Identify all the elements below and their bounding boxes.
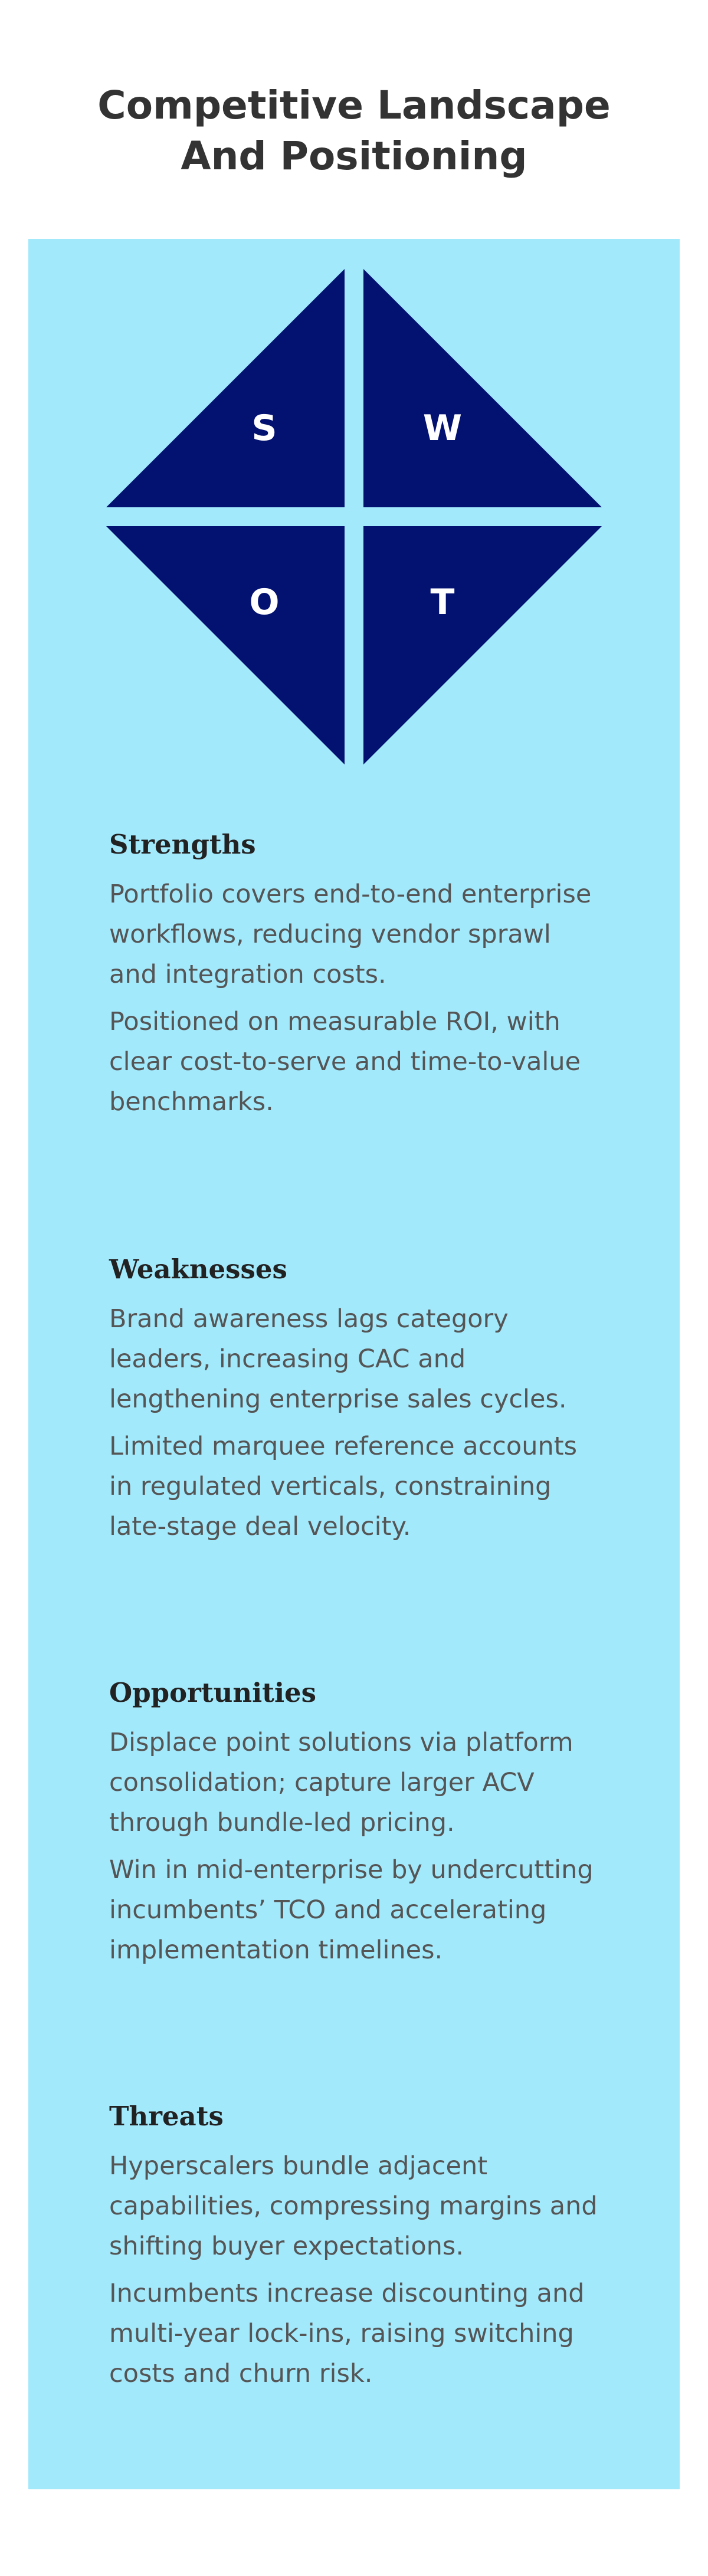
swot-letter-o: O	[249, 582, 280, 623]
section-paragraph: Portfolio covers end-to-end enterprise workflows, reducing vendor sprawl and integration costs.	[109, 880, 592, 989]
swot-diagram	[106, 269, 602, 764]
swot-quadrant-t	[363, 526, 602, 764]
section-threats	[109, 2100, 605, 2401]
section-paragraph: Limited marquee reference accounts in regulated verticals, constraining late-stage deal velocity.	[109, 1432, 578, 1541]
swot-letter-w: W	[422, 408, 463, 449]
swot-quadrant-s	[106, 269, 345, 507]
section-paragraph: Incumbents increase discounting and multi-year lock-ins, raising switching costs and churn risk.	[109, 2279, 585, 2388]
section-weaknesses	[109, 1253, 605, 1554]
section-paragraph: Positioned on measurable ROI, with clear cost-to-serve and time-to-value benchmarks.	[109, 1007, 581, 1117]
swot-diamond-graphic	[106, 269, 602, 764]
swot-quadrant-o	[106, 526, 345, 764]
section-title-weaknesses: Weaknesses	[109, 1253, 287, 1285]
swot-letter-t: T	[430, 582, 455, 623]
section-paragraph: Brand awareness lags category leaders, increasing CAC and lengthening enterprise sales cycles.	[109, 1304, 567, 1414]
page-title: Competitive Landscape And Positioning	[97, 83, 611, 179]
section-opportunities	[109, 1676, 605, 1977]
section-paragraph: Displace point solutions via platform consolidation; capture larger ACV through bundle-led pricing.	[109, 1728, 573, 1837]
section-paragraph: Win in mid-enterprise by undercutting incumbents’ TCO and accelerating implementation timelines.	[109, 1855, 594, 1965]
swot-letter-s: S	[251, 408, 277, 449]
section-paragraph: Hyperscalers bundle adjacent capabilities, compressing margins and shifting buyer expectations.	[109, 2151, 598, 2261]
section-strengths	[109, 828, 605, 1129]
section-title-strengths: Strengths	[109, 829, 256, 860]
section-title-opportunities: Opportunities	[109, 1677, 317, 1708]
section-title-threats: Threats	[109, 2101, 224, 2132]
swot-quadrant-w	[363, 269, 602, 507]
